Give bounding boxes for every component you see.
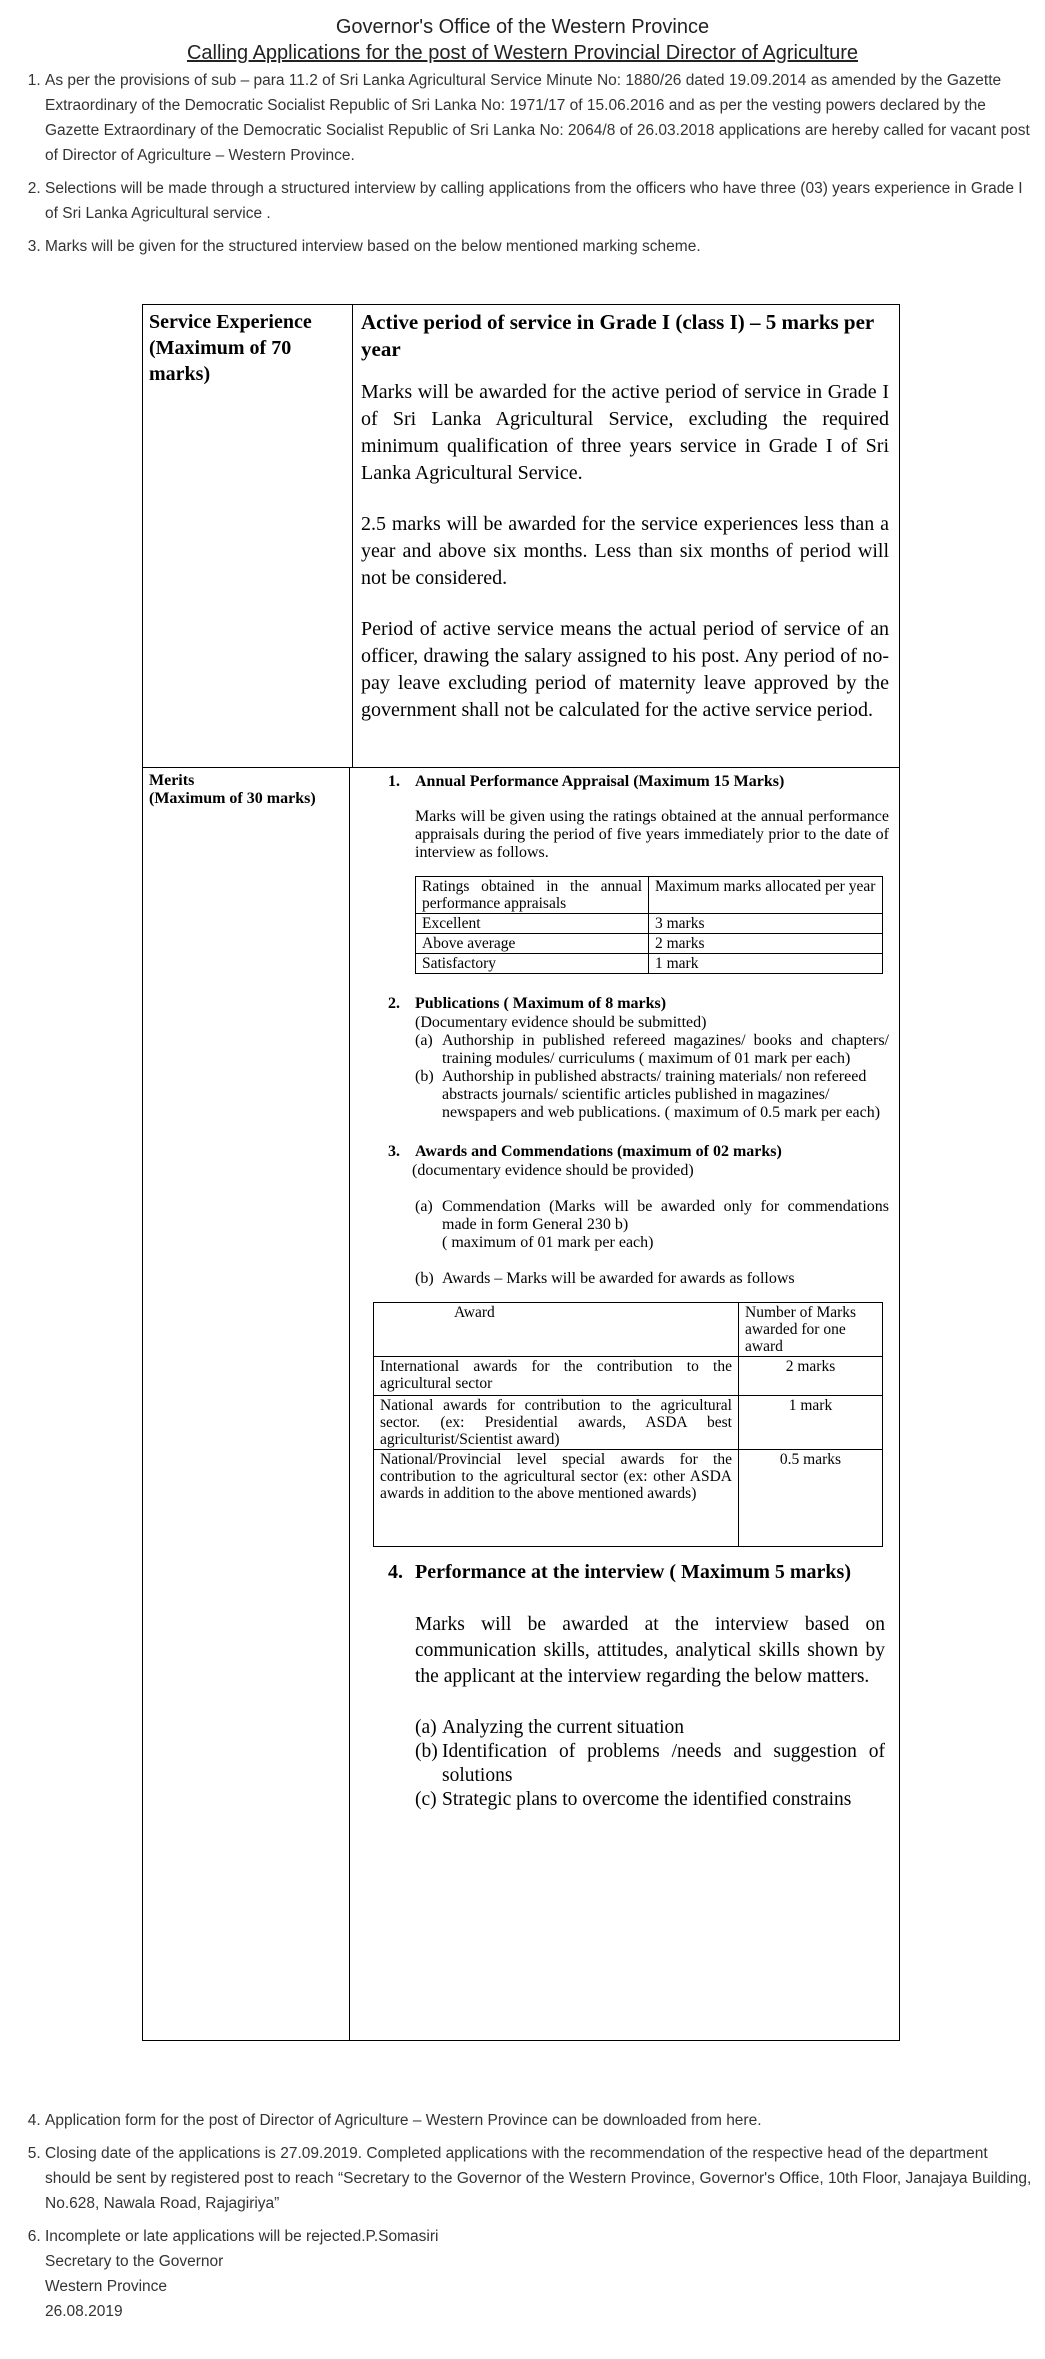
section-2-title-row xyxy=(388,994,889,1014)
item-subtext: ( maximum of 01 mark per each) xyxy=(442,1234,654,1251)
top-points-list xyxy=(27,68,1037,259)
office-title: Governor's Office of the Western Province xyxy=(335,16,710,38)
list-item xyxy=(415,1716,885,1740)
signature-province: Western Province xyxy=(45,2278,168,2295)
rating-cell: Excellent xyxy=(416,914,649,934)
item-marker: (a) xyxy=(415,1717,437,1738)
service-experience-row xyxy=(143,305,899,768)
section-1-number: 1. xyxy=(388,773,400,790)
item-text: Authorship in published abstracts/ training materials/ non refereed abstracts journals/ scientific articles published in magazines/ newspapers and web publications. ( maximum of 0.5 mark per each) xyxy=(442,1068,881,1121)
awards-header-marks: Number of Marks awarded for one award xyxy=(739,1303,883,1357)
item-marker: (a) xyxy=(415,1032,433,1049)
point-4 xyxy=(45,2108,1037,2133)
table-row xyxy=(374,1396,883,1450)
marks-cell: 2 marks xyxy=(649,934,883,954)
marking-scheme-table xyxy=(142,304,900,2041)
item-text: Identification of problems /needs and suggestion of solutions xyxy=(442,1741,885,1786)
page-header xyxy=(0,0,1045,66)
rejection-note: 6. Incomplete or late applications will be rejected.P.Somasiri xyxy=(45,2228,439,2245)
merits-detail-cell xyxy=(350,768,899,2040)
section-4-number: 4. xyxy=(388,1561,403,1583)
section-1-title: Annual Performance Appraisal (Maximum 15 Marks) xyxy=(415,773,785,790)
section-4-text: Marks will be awarded at the interview based on communication skills, attitudes, analytical skills shown by the applicant at the interview regarding the below matters. xyxy=(415,1614,885,1687)
section-3-title: Awards and Commendations (maximum of 02 marks) xyxy=(415,1143,782,1160)
interview-criteria-list xyxy=(415,1716,885,1812)
list-item xyxy=(415,1198,889,1252)
section-1-title-row xyxy=(388,772,889,792)
item-text-wrap xyxy=(442,1198,889,1252)
publications-list xyxy=(415,1032,889,1122)
rating-cell: Above average xyxy=(416,934,649,954)
signature-title: Secretary to the Governor xyxy=(45,2253,224,2270)
rating-cell: Satisfactory xyxy=(416,954,649,974)
item-marker: (b) xyxy=(415,1270,434,1287)
notice-title: Calling Applications for the post of Western Provincial Director of Agriculture xyxy=(186,42,859,64)
table-row xyxy=(416,954,883,974)
point-6 xyxy=(45,2224,1037,2324)
service-experience-label: Service Experience (Maximum of 70 marks) xyxy=(149,311,312,385)
award-cell: National/Provincial level special awards for the contribution to the agricultural sector (ex: other ASDA awards in addition to the above mentioned awards) xyxy=(374,1450,739,1547)
awards-table-header-row xyxy=(374,1303,883,1357)
bottom-points-list xyxy=(27,2108,1037,2324)
award-marks-cell: 0.5 marks xyxy=(739,1450,883,1547)
item-text: Analyzing the current situation xyxy=(442,1717,685,1738)
item-text: Commendation (Marks will be awarded only for commendations made in form General 230 b) xyxy=(442,1198,889,1233)
marks-cell: 1 mark xyxy=(649,954,883,974)
item-text: Strategic plans to overcome the identified constrains xyxy=(442,1789,852,1810)
section-4-title: Performance at the interview ( Maximum 5 marks) xyxy=(415,1561,851,1583)
appraisal-header-ratings: Ratings obtained in the annual performance appraisals xyxy=(416,877,649,914)
awards-header-award: Award xyxy=(374,1303,739,1357)
award-marks-cell: 1 mark xyxy=(739,1396,883,1450)
section-4-title-row xyxy=(388,1559,889,1586)
section-3-title-row xyxy=(388,1142,889,1162)
appraisal-header-marks: Maximum marks allocated per year xyxy=(649,877,883,914)
item-marker: (c) xyxy=(415,1789,437,1810)
section-1-text: Marks will be given using the ratings obtained at the annual performance appraisals during the period of five years immediately prior to the date of interview as follows. xyxy=(415,808,889,861)
point-5: 5. Closing date of the applications is 27.09.2019. Completed applications with the recommendation of the respective head of the department should be sent by registered post to reach “Secretary to the Governor of the Western Province, Governor's Office, 10th Floor, Janajaya Building, No.628, Nawala Road, Rajagiriya” xyxy=(45,2141,1037,2216)
section-3-note: (documentary evidence should be provided) xyxy=(412,1162,694,1179)
commendation-list xyxy=(415,1198,889,1288)
list-item xyxy=(415,1032,889,1068)
award-cell: International awards for the contribution to the agricultural sector xyxy=(374,1357,739,1396)
service-paragraph-3: Period of active service means the actual period of service of an officer, drawing the salary assigned to his post. Any period of no-pay leave excluding period of maternity leave approved by the government shall not be calculated for the active service period. xyxy=(361,618,889,721)
signature-date: 26.08.2019 xyxy=(45,2303,123,2320)
merits-max: (Maximum of 30 marks) xyxy=(149,790,316,807)
merits-label-cell xyxy=(143,768,350,2040)
table-row xyxy=(374,1357,883,1396)
section-3-number: 3. xyxy=(388,1143,400,1160)
service-experience-heading: Active period of service in Grade I (class I) – 5 marks per year xyxy=(361,310,874,361)
awards-table xyxy=(373,1302,883,1547)
service-experience-detail-cell xyxy=(353,305,899,767)
appraisal-table-header-row xyxy=(416,877,883,914)
item-marker: (b) xyxy=(415,1068,434,1085)
award-cell: National awards for contribution to the agricultural sector. (ex: Presidential awards, ASDA best agriculturist/Scientist award) xyxy=(374,1396,739,1450)
point-2: 2. Selections will be made through a structured interview by calling applications from the officers who have three (03) years experience in Grade I of Sri Lanka Agricultural service . xyxy=(45,176,1037,226)
list-item xyxy=(415,1788,885,1812)
appraisal-table xyxy=(415,876,883,974)
table-row xyxy=(416,914,883,934)
section-2-note: (Documentary evidence should be submitted) xyxy=(415,1014,707,1031)
point-3: 3. Marks will be given for the structured interview based on the below mentioned marking scheme. xyxy=(45,234,1037,259)
service-experience-label-cell xyxy=(143,305,353,767)
item-text: Awards – Marks will be awarded for awards as follows xyxy=(442,1270,795,1287)
section-2-number: 2. xyxy=(388,995,400,1012)
point-1: 1. As per the provisions of sub – para 11.2 of Sri Lanka Agricultural Service Minute No: 1880/26 dated 19.09.2014 as amended by the Gazette Extraordinary of the Democratic Socialist Republic of Sri Lanka No: 1971/17 of 15.06.2016 and as per the vesting powers declared by the Gazette Extraordinary of the Democratic Socialist Republic of Sri Lanka No: 2064/8 of 26.03.2018 applications are hereby called for vacant post of Director of Agriculture – Western Province. xyxy=(45,68,1037,168)
item-text: Authorship in published refereed magazines/ books and chapters/ training modules/ curriculums ( maximum of 01 mark per each) xyxy=(442,1032,889,1067)
table-row xyxy=(374,1450,883,1547)
merits-label: Merits xyxy=(149,772,195,789)
award-marks-cell: 2 marks xyxy=(739,1357,883,1396)
table-row xyxy=(416,934,883,954)
list-item xyxy=(415,1068,889,1122)
bottom-points-section xyxy=(27,2108,1037,2324)
list-item xyxy=(415,1740,885,1788)
marks-cell: 3 marks xyxy=(649,914,883,934)
service-paragraph-1: Marks will be awarded for the active period of service in Grade I of Sri Lanka Agricultural Service, excluding the required minimum qualification of three years service in Grade I of Sri Lanka Agricultural Service. xyxy=(361,381,889,484)
item-marker: (a) xyxy=(415,1198,433,1215)
top-points-section xyxy=(27,68,1037,267)
list-item xyxy=(415,1270,889,1288)
item-marker: (b) xyxy=(415,1741,438,1762)
service-paragraph-2: 2.5 marks will be awarded for the service experiences less than a year and above six months. Less than six months of period will not be considered. xyxy=(361,513,889,589)
section-2-title: Publications ( Maximum of 8 marks) xyxy=(415,995,667,1012)
download-text[interactable]: Application form for the post of Director of Agriculture – Western Province can be downloaded from here. xyxy=(45,2112,762,2129)
merits-row xyxy=(143,768,899,2040)
